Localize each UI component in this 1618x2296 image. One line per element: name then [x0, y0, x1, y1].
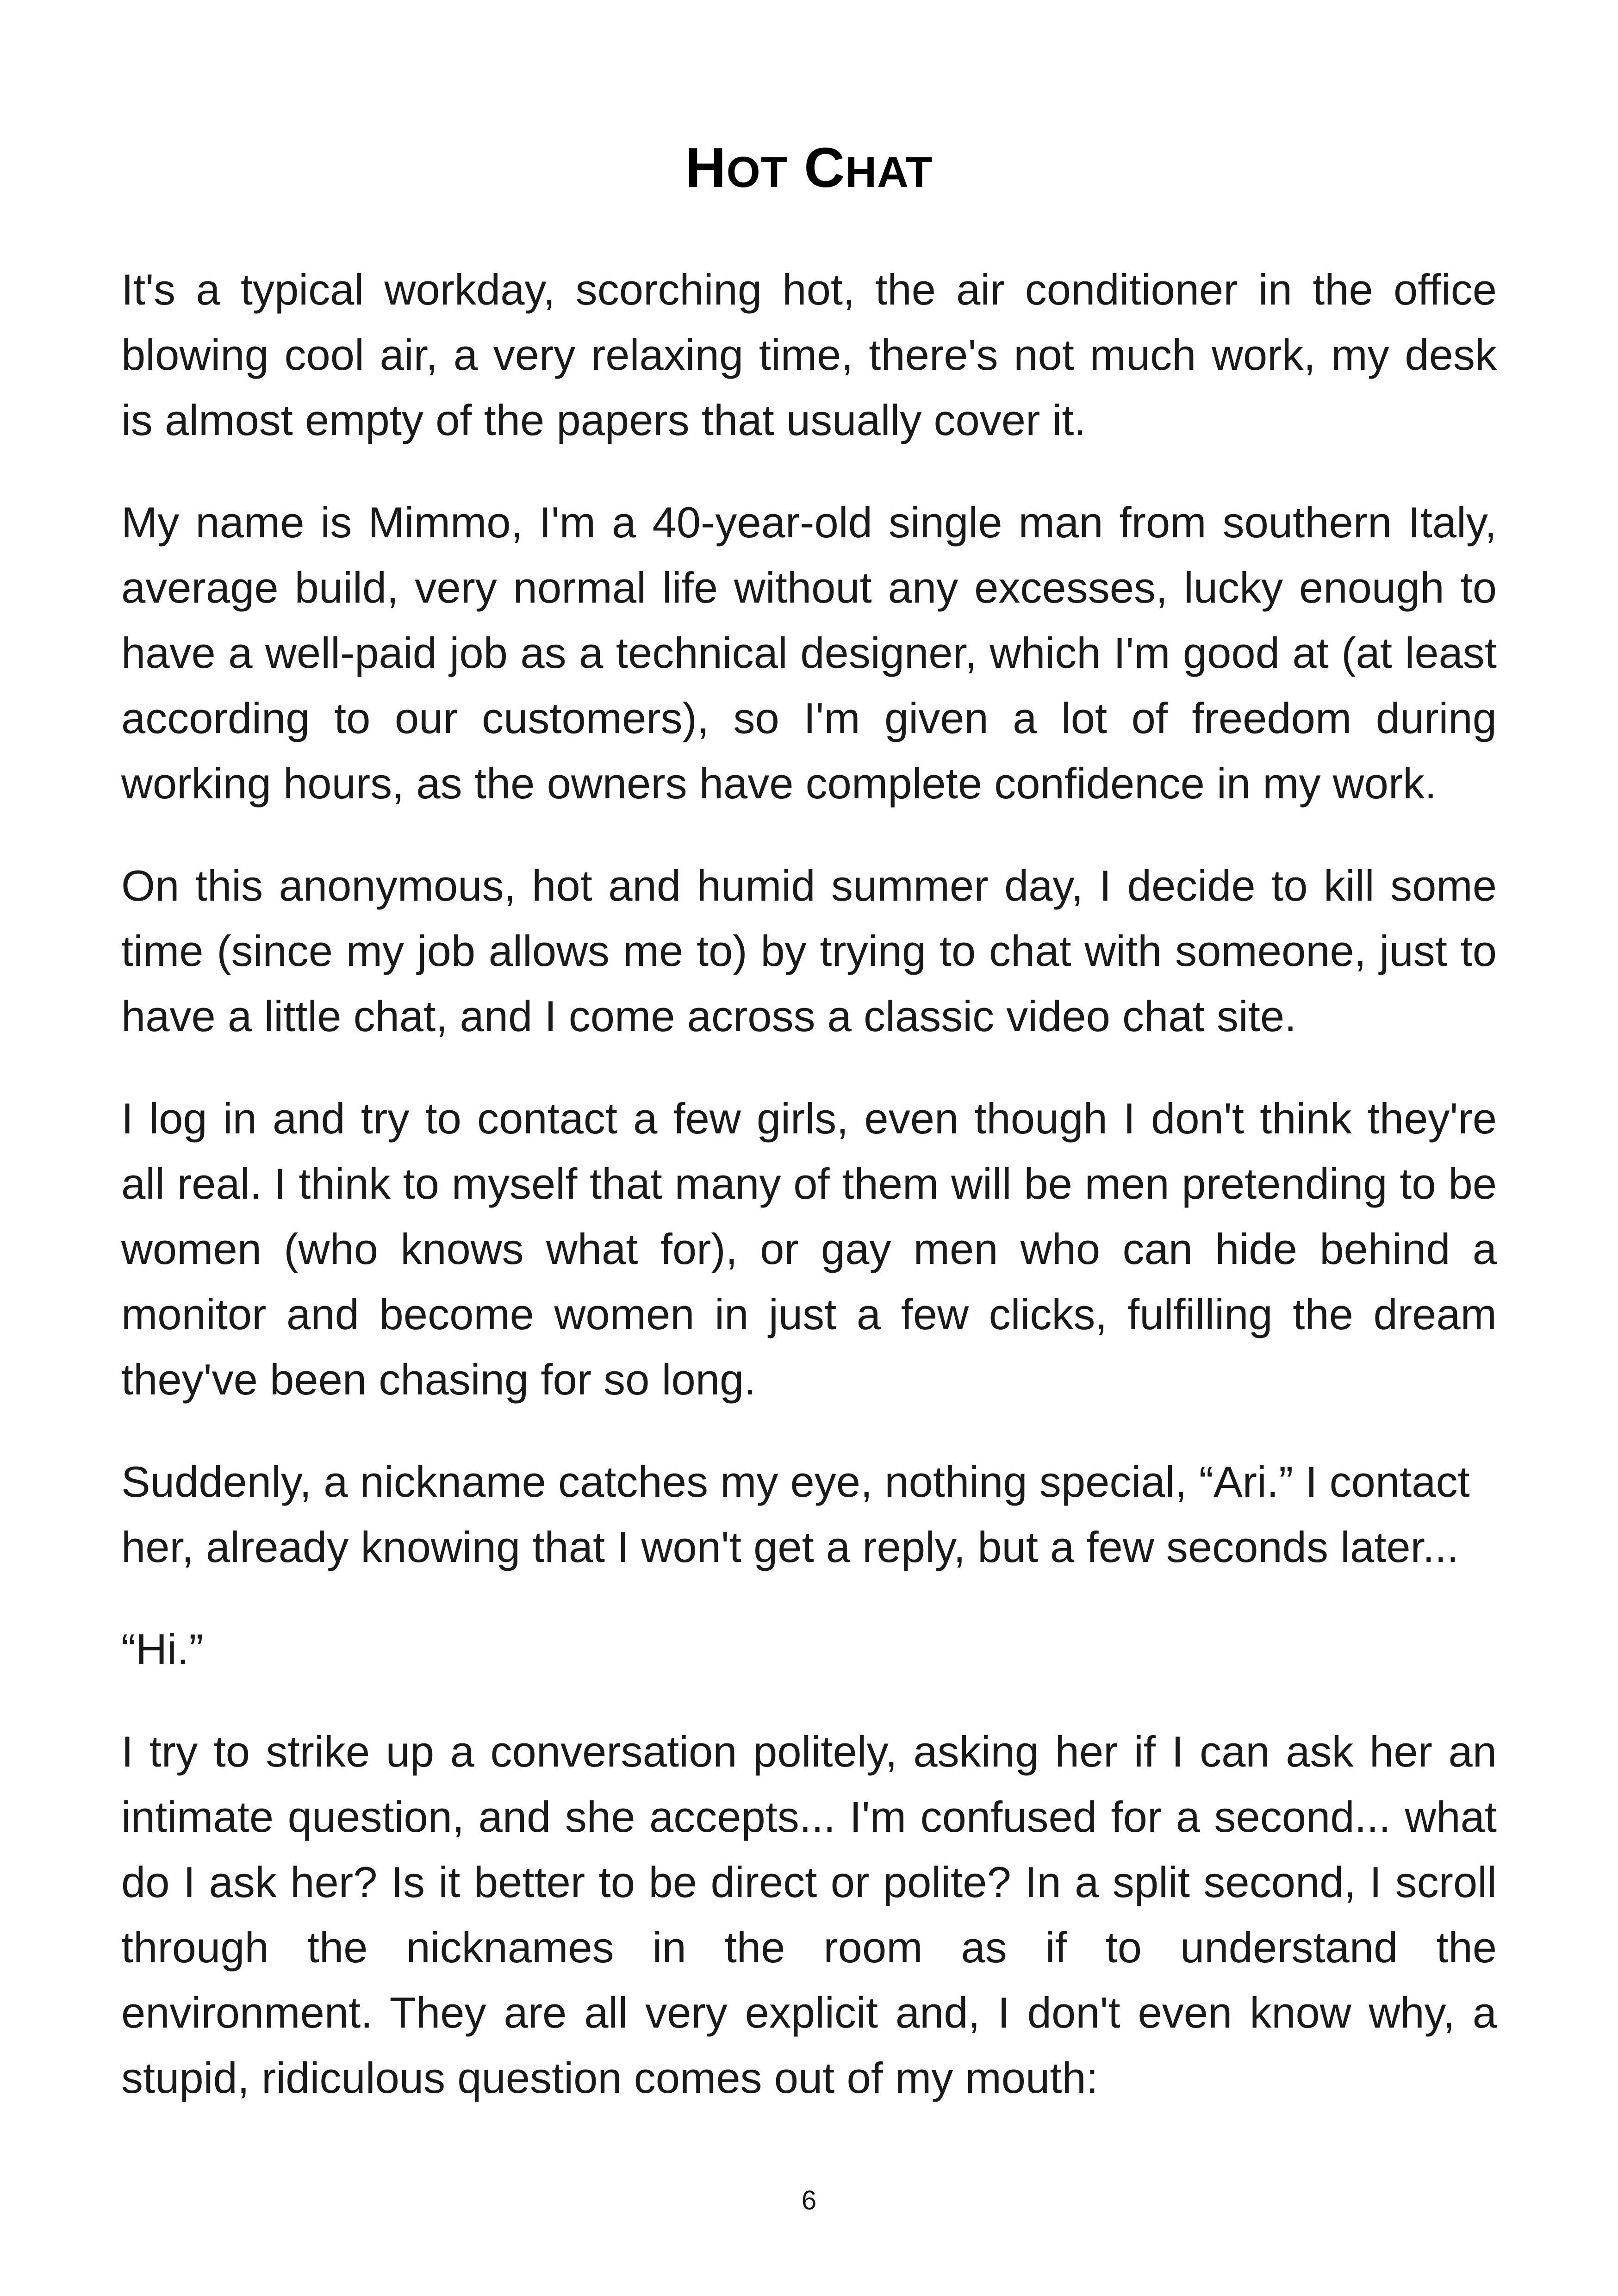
paragraph: Suddenly, a nickname catches my eye, nothing special, “Ari.” I contact her, already knowing that I won't get a reply, but a few seconds later...	[121, 1457, 1470, 1571]
paragraph: My name is Mimmo, I'm a 40-year-old single man from southern Italy, average build, very normal life without any excesses, lucky enough to have a well-paid job as a technical designer, which I'm good at (at least according to our customers), so I'm given a lot of freedom during working hours, as the owners have complete confidence in my work.	[121, 498, 1497, 808]
body-text	[121, 257, 1497, 2147]
paragraph: I try to strike up a conversation politely, asking her if I can ask her an intimate question, and she accepts... I'm confused for a second... what do I ask her? Is it better to be direct or polite? In a split second, I scroll through the nicknames in the room as if to understand the environment. They are all very explicit and, I don't even know why, a stupid, ridiculous question comes out of my mouth:	[121, 1727, 1497, 2102]
chapter-title	[0, 133, 1618, 207]
paragraph: It's a typical workday, scorching hot, the air conditioner in the office blowing cool air, a very relaxing time, there's not much work, my desk is almost empty of the papers that usually cover it.	[121, 265, 1497, 444]
title-initial-2: C	[804, 136, 846, 199]
paragraph: I log in and try to contact a few girls, even though I don't think they're all real. I think to myself that many of them will be men pretending to be women (who knows what for), or gay men who can hide behind a monitor and become women in just a few clicks, fulfilling the dream they've been chasing for so long.	[121, 1094, 1497, 1404]
title-initial-1: H	[685, 136, 727, 199]
page-number: 6	[801, 2185, 817, 2215]
paragraph: On this anonymous, hot and humid summer day, I decide to kill some time (since my job allows me to) by trying to chat with someone, just to have a little chat, and I come across a classic video chat site.	[121, 861, 1497, 1040]
title-rest-2: HAT	[845, 147, 933, 196]
paragraph: “Hi.”	[121, 1625, 204, 1674]
title-rest-1: OT	[726, 147, 788, 196]
